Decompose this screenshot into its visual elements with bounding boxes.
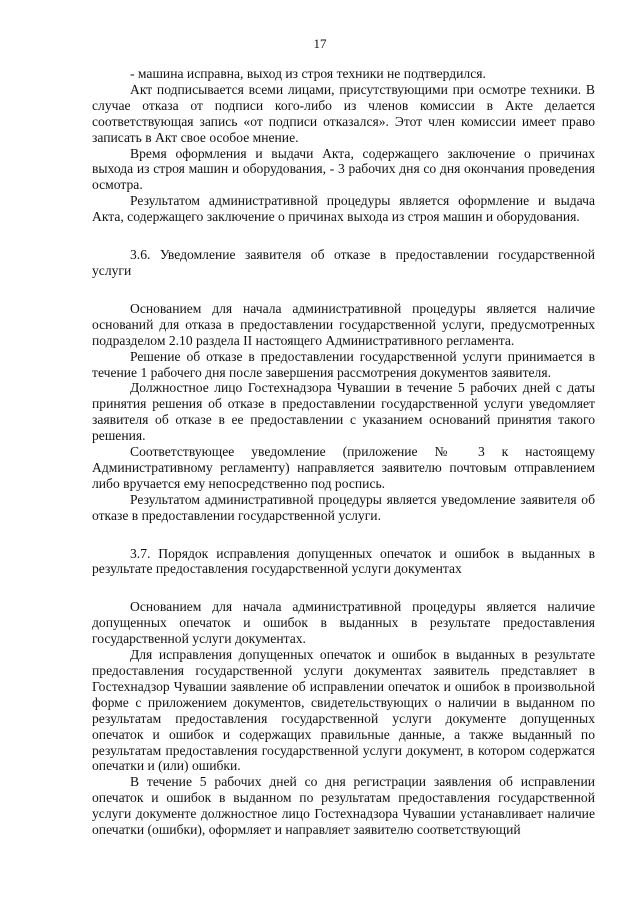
paragraph: Основанием для начала административной процедуры является наличие допущенных опечаток и ошибок в выданных в результате предоставления государственной услуги документах. [92, 599, 595, 647]
document-body [92, 66, 595, 838]
paragraph: В течение 5 рабочих дней со дня регистрации заявления об исправлении опечаток и ошибок в выданном по результатам предоставления государственной услуги документе должностное лицо Гостехнадзора Чувашии устанавливает наличие опечатки (ошибки), оформляет и направляет заявителю соответствующий [92, 774, 595, 838]
paragraph: Акт подписывается всеми лицами, присутствующими при осмотре техники. В случае отказа от подписи кого-либо из членов комиссии в Акте делается соответствующая запись «от подписи отказался». Этот член комиссии имеет право записать в Акт свое особое мнение. [92, 81, 595, 145]
paragraph: Решение об отказе в предоставлении государственной услуги принимается в течение 1 рабочего дня после завершения рассмотрения документов заявителя. [92, 348, 595, 380]
paragraph: Основанием для начала административной процедуры является наличие оснований для отказа в предоставлении государственной услуги, предусмотренных подразделом 2.10 раздела II настоящего Административного регламента. [92, 300, 595, 348]
paragraph: - машина исправна, выход из строя техники не подтвердился. [130, 66, 486, 81]
paragraph: Результатом административной процедуры является оформление и выдача Акта, содержащего заключение о причинах выхода из строя машин и оборудования. [92, 193, 595, 225]
paragraph: Должностное лицо Гостехнадзора Чувашии в течение 5 рабочих дней с даты принятия решения об отказе в предоставлении государственной услуги уведомляет заявителя об отказе в ее предоставлении с указанием оснований принятия такого решения. [92, 380, 595, 444]
page-number: 17 [313, 36, 327, 51]
paragraph: Время оформления и выдачи Акта, содержащего заключение о причинах выхода из строя машин и оборудования, - 3 рабочих дня со дня окончания проведения осмотра. [92, 145, 595, 193]
paragraph: Соответствующее уведомление (приложение № 3 к настоящему Административному регламенту) направляется заявителю почтовым отправлением либо вручается ему непосредственно под роспись. [92, 444, 595, 491]
paragraph: Для исправления допущенных опечаток и ошибок в выданных в результате предоставления государственной услуги документах заявитель представляет в Гостехнадзор Чувашии заявление об исправлении опечаток и ошибок в произвольной форме с приложением документов, свидетельствующих о наличии в выданном по результатам предоставления государственной услуги документе допущенных опечаток и ошибок и содержащих правильные данные, а также выданный по результатам предоставления государственной услуги документ, в котором содержатся опечатки и (или) ошибки. [92, 647, 595, 774]
paragraph: Результатом административной процедуры является уведомление заявителя об отказе в предоставлении государственной услуги. [92, 491, 595, 523]
section-heading-3-7: 3.7. Порядок исправления допущенных опечаток и ошибок в выданных в результате предоставления государственной услуги документах [92, 545, 595, 577]
section-heading-3-6: 3.6. Уведомление заявителя об отказе в предоставлении государственной услуги [92, 247, 595, 278]
